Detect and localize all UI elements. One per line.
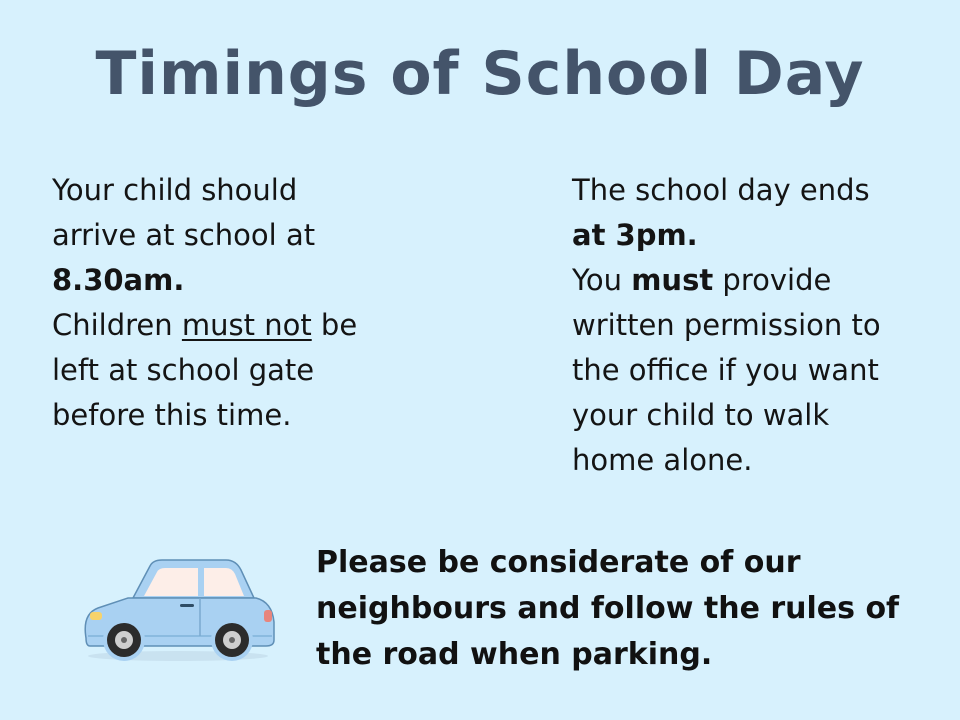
arrival-line-5: left at school gate [52,353,315,387]
slide-title: Timings of School Day [95,39,865,109]
parking-notice [316,540,946,678]
home-line-4: written permission to [572,308,881,342]
notice-line-2: neighbours and follow the rules of [316,591,900,626]
arrival-line-4-pre: Children [52,308,182,342]
home-line-5: the office if you want [572,353,879,387]
arrival-line-2: arrive at school at [52,218,316,252]
home-line-6: your child to walk [572,398,830,432]
arrival-time-value: 8.30am. [52,263,185,297]
end-time-value: at 3pm. [572,218,698,252]
home-line-3-pre: You [572,263,632,297]
home-time-info [572,168,942,483]
notice-line-1: Please be considerate of our [316,545,801,580]
arrival-info [52,168,392,438]
end-time [572,213,942,258]
home-line-7: home alone. [572,443,753,477]
arrival-line-4-post: be [311,308,358,342]
arrival-time [52,258,392,303]
home-line-3-post: provide [713,263,832,297]
arrival-line-6: before this time. [52,398,292,432]
must-not-emphasis: must not [181,308,312,342]
must-emphasis: must [631,263,714,297]
car-icon [78,552,278,664]
arrival-line-4 [52,303,392,348]
notice-line-3: the road when parking. [316,637,713,672]
home-line-1: The school day ends [572,173,870,207]
home-line-3 [572,258,942,303]
arrival-line-1: Your child should [52,173,298,207]
